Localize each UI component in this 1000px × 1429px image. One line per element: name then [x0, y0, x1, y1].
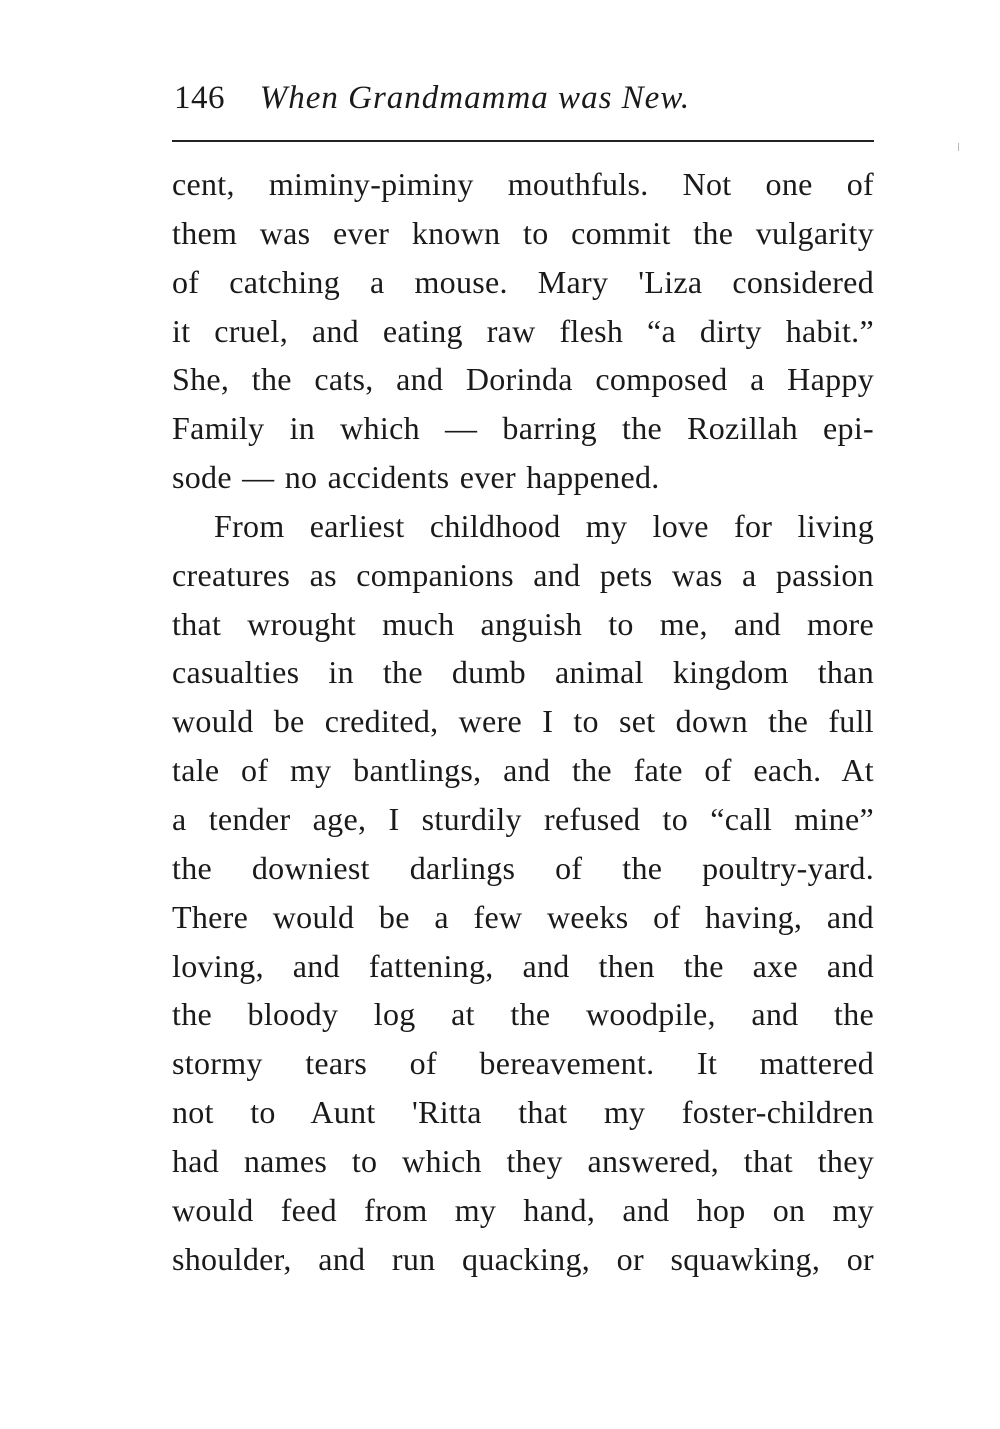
- running-header: [174, 80, 874, 130]
- text-line: loving, and fattening, and then the axe and: [172, 947, 874, 984]
- paragraph-1: [172, 160, 874, 502]
- page-number: 146: [174, 80, 225, 116]
- text-line: There would be a few weeks of having, and: [172, 898, 874, 935]
- text-line: that wrought much anguish to me, and more: [172, 605, 874, 642]
- text-line: them was ever known to commit the vulgarity: [172, 214, 874, 251]
- text-line: would feed from my hand, and hop on my: [172, 1191, 874, 1228]
- body-text: [172, 160, 874, 1283]
- text-line: sode — no accidents ever happened.: [172, 459, 660, 496]
- text-line: cent, miminy-piminy mouthfuls. Not one of: [172, 166, 874, 202]
- text-line: tale of my bantlings, and the fate of each. At: [172, 752, 874, 789]
- text-line: stormy tears of bereavement. It mattered: [172, 1045, 874, 1082]
- text-line: From earliest childhood my love for living: [214, 507, 874, 544]
- running-title: When Grandmamma was New.: [259, 80, 691, 116]
- text-line: the downiest darlings of the poultry-yard.: [172, 849, 874, 886]
- text-line: had names to which they answered, that they: [172, 1142, 874, 1179]
- text-line: would be credited, were I to set down the full: [172, 703, 874, 740]
- text-line: of catching a mouse. Mary 'Liza considered: [172, 263, 874, 300]
- text-line: Family in which — barring the Rozillah epi-: [172, 410, 874, 447]
- text-line: creatures as companions and pets was a passion: [172, 556, 874, 593]
- header-rule: [172, 140, 874, 142]
- text-line: a tender age, I sturdily refused to “call mine”: [172, 800, 874, 837]
- text-line: the bloody log at the woodpile, and the: [172, 996, 874, 1033]
- paragraph-2: [172, 502, 874, 1284]
- text-line: She, the cats, and Dorinda composed a Happy: [172, 361, 874, 398]
- margin-mark: [958, 143, 959, 151]
- text-line: not to Aunt 'Ritta that my foster-children: [172, 1094, 874, 1131]
- text-line: it cruel, and eating raw flesh “a dirty habit.”: [172, 312, 874, 349]
- text-line: casualties in the dumb animal kingdom than: [172, 654, 874, 691]
- text-line: shoulder, and run quacking, or squawking, or: [172, 1240, 874, 1277]
